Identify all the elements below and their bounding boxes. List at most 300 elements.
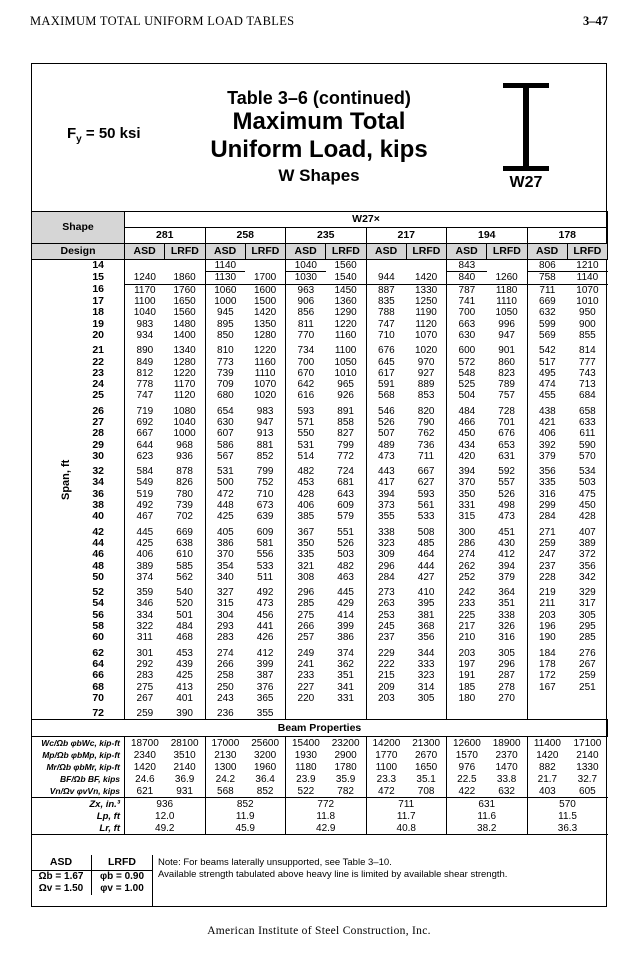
property-label: Mp/Ωb φbMp, kip-ft (32, 749, 125, 761)
table-cell: 463 (337, 571, 354, 583)
property-value: 708 (406, 785, 446, 798)
geometry-value: 11.8 (286, 810, 367, 822)
table-cell: 734 (286, 345, 326, 356)
table-cell: 410 (417, 587, 435, 599)
table-cell: 611 (579, 428, 596, 440)
table-cell: 334 (125, 610, 165, 621)
table-cell: 609 (337, 500, 354, 512)
table-cell: 533 (256, 560, 274, 572)
table-cell: 434 (447, 439, 487, 450)
table-cell: 379 (527, 451, 567, 466)
table-cell: 667 (417, 466, 435, 478)
table-cell: 1140 (205, 260, 245, 272)
table-cell: 335 (527, 477, 567, 488)
table-cell: 401 (176, 692, 193, 704)
table-cell: 331 (447, 500, 487, 511)
table-title: Maximum Total Uniform Load, kips (210, 108, 428, 163)
table-cell: 395 (417, 598, 435, 610)
table-cell: 739 (205, 368, 245, 379)
table-cell: 450 (447, 428, 487, 439)
table-cell: 413 (176, 681, 193, 693)
table-cell: 590 (579, 439, 596, 451)
group-header: W27× (125, 212, 608, 228)
table-row: 24 778 1170 709 1070 642 965 591 889 525 789 474 713 (32, 379, 608, 390)
table-cell: 653 (498, 439, 515, 451)
property-value: 25600 (251, 737, 280, 749)
table-cell: 425 (205, 511, 245, 526)
table-cell: 1010 (576, 296, 599, 308)
table-cell: 1400 (173, 329, 196, 341)
table-cell: 335 (286, 549, 326, 560)
table-cell: 333 (417, 658, 435, 670)
table-cell: 1250 (415, 296, 438, 308)
table-cell: 895 (205, 318, 245, 329)
table-cell: 364 (498, 587, 515, 599)
table-cell: 1260 (487, 272, 527, 284)
table-row: 14 1140 1040 1560 843 806 1210 (32, 260, 608, 272)
table-cell: 445 (337, 587, 354, 599)
table-cell: 700 (286, 356, 326, 367)
table-cell: 1220 (334, 318, 357, 330)
table-cell: 799 (337, 439, 354, 451)
property-value: 15400 (286, 737, 326, 750)
table-cell: 1420 (254, 307, 277, 319)
table-cell: 359 (125, 587, 165, 598)
asd-header: ASD (447, 244, 487, 260)
table-cell: 300 (447, 527, 487, 538)
property-value: 522 (286, 785, 326, 798)
property-value: 35.1 (416, 773, 436, 785)
table-cell: 286 (447, 538, 487, 549)
property-value: 1180 (286, 761, 326, 773)
table-cell: 441 (256, 621, 274, 633)
property-value: 18900 (492, 737, 521, 749)
table-cell: 814 (579, 345, 596, 357)
table-cell: 389 (125, 560, 165, 571)
table-cell: 534 (579, 466, 596, 478)
table-cell: 1240 (125, 272, 165, 284)
table-cell: 321 (286, 560, 326, 571)
weight-header: 235 (286, 228, 367, 244)
table-cell: 520 (176, 598, 193, 610)
table-cell: 810 (205, 345, 245, 356)
table-cell: 667 (125, 428, 165, 439)
table-row: 27 692 1040 630 947 571 858 526 790 466 701 421 633 (32, 417, 608, 428)
table-cell: 983 (125, 318, 165, 329)
property-value: 1100 (366, 761, 406, 773)
table-cell (567, 708, 607, 720)
table-cell: 913 (256, 428, 274, 440)
table-cell: 855 (579, 329, 596, 341)
lrfd-header: LRFD (245, 244, 285, 260)
table-cell: 351 (337, 670, 354, 682)
table-cell: 593 (286, 406, 326, 417)
asd-header: ASD (205, 244, 245, 260)
table-cell: 338 (498, 609, 515, 621)
table-cell: 489 (366, 439, 406, 450)
table-cell: 284 (366, 572, 406, 587)
table-cell: 856 (286, 307, 326, 318)
table-cell: 233 (447, 598, 487, 609)
table-row: 66 283 425 258 387 233 351 215 323 191 287 172 259 (32, 670, 608, 681)
table-cell: 570 (579, 450, 596, 462)
table-cell: 757 (498, 390, 515, 402)
table-cell: 889 (417, 379, 435, 391)
table-cell: 643 (337, 488, 354, 500)
table-cell: 658 (579, 405, 596, 417)
geometry-value: 36.3 (527, 822, 608, 835)
table-cell: 296 (286, 587, 326, 598)
table-cell: 275 (125, 681, 165, 692)
table-cell: 473 (498, 511, 515, 523)
table-cell: 778 (125, 379, 165, 390)
table-cell: 1110 (254, 367, 276, 379)
table-cell: 811 (286, 318, 326, 329)
property-row (32, 749, 608, 761)
table-cell: 1290 (334, 307, 357, 319)
table-cell: 466 (447, 417, 487, 428)
table-cell: 549 (125, 477, 165, 488)
table-cell: 283 (205, 632, 245, 647)
table-cell: 1050 (334, 356, 357, 368)
table-cell: 607 (205, 428, 245, 439)
table-cell: 585 (176, 560, 193, 572)
table-cell: 963 (286, 284, 326, 296)
table-row: 19 983 1480 895 1350 811 1220 747 1120 663 996 599 900 (32, 318, 608, 329)
table-cell: 316 (527, 489, 567, 500)
table-cell: 326 (498, 621, 515, 633)
table-cell: 190 (527, 632, 567, 647)
table-cell: 501 (176, 609, 193, 621)
table-cell: 323 (417, 670, 435, 682)
table-cell: 1100 (125, 296, 165, 307)
table-cell: 474 (527, 379, 567, 390)
table-cell: 1180 (495, 284, 518, 296)
weight-header: 178 (527, 228, 608, 244)
table-cell: 508 (417, 526, 435, 538)
table-cell: 584 (125, 466, 165, 477)
asd-header: ASD (366, 244, 406, 260)
table-row: 17 1100 1650 1000 1500 906 1360 835 1250 741 1110 669 1010 (32, 296, 608, 307)
table-cell: 484 (176, 621, 193, 633)
table-cell: 1080 (173, 405, 196, 417)
table-cell: 571 (286, 417, 326, 428)
geometry-value: 42.9 (286, 822, 367, 835)
table-cell: 684 (579, 390, 596, 402)
table-cell: 823 (498, 367, 515, 379)
table-cell: 210 (447, 632, 487, 647)
property-value: 1930 (286, 749, 326, 761)
geometry-row (32, 822, 608, 835)
lrfd-header: LRFD (487, 244, 527, 260)
table-cell: 305 (579, 609, 596, 621)
table-cell: 406 (286, 500, 326, 511)
table-cell: 934 (125, 330, 165, 345)
table-cell: 752 (256, 477, 274, 489)
table-cell: 692 (125, 417, 165, 428)
property-value: 21.7 (527, 773, 567, 785)
table-cell: 386 (337, 632, 354, 644)
table-cell: 790 (417, 417, 435, 428)
property-value: 3510 (173, 749, 196, 761)
geometry-value: 11.9 (205, 810, 286, 822)
table-cell: 373 (366, 500, 406, 511)
publisher-footer: American Institute of Steel Construction, Inc. (207, 925, 431, 937)
table-row: 28 667 1000 607 913 550 827 507 762 450 676 406 611 (32, 428, 608, 439)
table-cell: 1500 (254, 296, 277, 308)
table-cell: 257 (286, 632, 326, 647)
table-cell: 243 (205, 693, 245, 708)
table-cell: 965 (337, 379, 354, 391)
table-cell: 237 (527, 560, 567, 571)
weight-header: 217 (366, 228, 447, 244)
table-row: 42 445 669 405 609 367 551 338 508 300 451 271 407 (32, 527, 608, 538)
table-cell: 374 (125, 572, 165, 587)
property-value: 632 (487, 785, 527, 798)
table-cell (527, 708, 567, 720)
table-cell: 191 (447, 670, 487, 681)
table-cell: 427 (417, 571, 435, 583)
table-cell: 1480 (173, 318, 196, 330)
property-value: 422 (447, 785, 487, 798)
table-cell: 644 (125, 439, 165, 450)
table-cell: 350 (286, 538, 326, 549)
table-cell: 1160 (334, 329, 357, 341)
table-cell: 1070 (254, 379, 277, 391)
property-value: 35.9 (335, 773, 356, 785)
table-cell: 843 (447, 260, 487, 272)
table-cell: 1650 (173, 296, 196, 308)
property-label: Vn/Ωv φvVn, kips (32, 785, 125, 798)
table-cell: 926 (337, 390, 354, 402)
table-cell: 284 (527, 511, 567, 526)
table-cell: 996 (498, 318, 515, 330)
table-cell: 495 (527, 368, 567, 379)
property-value: 2140 (576, 749, 599, 761)
table-cell: 593 (417, 488, 435, 500)
table-cell: 1330 (415, 284, 438, 296)
property-value: 32.7 (577, 773, 598, 785)
property-value: 1300 (205, 761, 245, 773)
table-cell: 266 (205, 659, 245, 670)
table-cell: 346 (125, 598, 165, 609)
property-value: 976 (447, 761, 487, 773)
table-cell: 503 (337, 549, 354, 561)
table-cell: 485 (417, 537, 435, 549)
table-cell: 219 (527, 587, 567, 598)
table-cell: 394 (498, 560, 515, 572)
table-row: 72 259 390 236 355 (32, 708, 608, 720)
table-cell: 386 (205, 538, 245, 549)
property-value: 1420 (125, 761, 165, 773)
table-cell: 906 (286, 296, 326, 307)
table-row: 18 1040 1560 945 1420 856 1290 788 1190 700 1050 632 950 (32, 307, 608, 318)
table-cell: 445 (125, 527, 165, 538)
property-value: 1330 (576, 761, 599, 773)
table-cell: 519 (125, 489, 165, 500)
table-cell: 1000 (205, 296, 245, 307)
table-cell: 702 (176, 511, 193, 523)
table-cell: 1070 (576, 284, 599, 296)
table-cell: 443 (366, 466, 406, 477)
property-value: 882 (527, 761, 567, 773)
geometry-value: 45.9 (205, 822, 286, 835)
geometry-value: 11.5 (527, 810, 608, 822)
table-cell: 591 (366, 379, 406, 390)
table-cell: 1220 (173, 367, 196, 379)
table-row: 68 275 413 250 376 227 341 209 314 185 278 167 251 (32, 681, 608, 692)
property-value: 1470 (495, 761, 518, 773)
table-cell: 633 (579, 417, 596, 428)
table-cell (245, 260, 285, 272)
table-row: 20 934 1400 850 1280 770 1160 710 1070 630 947 569 855 (32, 330, 608, 345)
table-cell: 511 (257, 571, 274, 583)
table-row: 15 1240 1860 1130 1700 1030 1540 944 1420 840 1260 758 1140 (32, 272, 608, 284)
table-cell: 262 (447, 560, 487, 571)
table-cell: 827 (337, 428, 354, 440)
property-value: 23.9 (286, 773, 326, 785)
table-cell: 305 (417, 692, 435, 704)
table-cell: 167 (527, 681, 567, 692)
table-cell: 525 (447, 379, 487, 390)
table-cell (406, 260, 446, 272)
property-value: 782 (326, 785, 366, 798)
table-cell: 367 (286, 527, 326, 538)
table-cell: 203 (447, 648, 487, 659)
table-cell: 287 (498, 670, 515, 682)
table-row: 44 425 638 386 581 350 526 323 485 286 430 259 389 (32, 538, 608, 549)
table-cell: 799 (256, 466, 274, 478)
table-cell: 789 (498, 379, 515, 391)
property-label: Wc/Ωb φbWc, kip-ft (32, 737, 125, 750)
table-cell: 1120 (173, 390, 196, 402)
table-cell: 253 (366, 610, 406, 621)
table-cell: 412 (256, 647, 274, 659)
table-cell: 826 (176, 477, 193, 489)
property-value: 24.2 (205, 773, 245, 785)
table-cell: 1420 (406, 272, 446, 284)
table-cell: 758 (527, 272, 567, 284)
table-cell: 237 (366, 632, 406, 647)
table-cell: 236 (205, 708, 245, 720)
table-cell: 711 (418, 450, 435, 462)
table-cell: 381 (417, 609, 435, 621)
table-cell: 368 (417, 621, 435, 633)
table-cell: 428 (579, 511, 596, 523)
property-value: 852 (245, 785, 285, 798)
property-value: 23200 (331, 737, 360, 749)
table-cell: 473 (256, 598, 274, 610)
property-row (32, 773, 608, 785)
table-cell: 251 (579, 681, 596, 693)
table-cell: 711 (527, 284, 567, 296)
table-cell: 743 (579, 367, 596, 379)
property-value: 18700 (125, 737, 165, 750)
table-row: 62 301 453 274 412 249 374 229 344 203 305 184 276 (32, 648, 608, 659)
table-row: 36 519 780 472 710 428 643 394 593 350 526 316 475 (32, 489, 608, 500)
table-cell: 890 (125, 345, 165, 356)
table-row: 50 374 562 340 511 308 463 284 427 252 379 228 342 (32, 572, 608, 587)
table-cell: 1540 (326, 272, 366, 284)
table-cell: 274 (205, 648, 245, 659)
table-cell: 292 (125, 659, 165, 670)
table-cell: 1040 (125, 307, 165, 318)
table-cell: 276 (579, 647, 596, 659)
table-cell: 631 (498, 450, 515, 462)
table-row: 30 623 936 567 852 514 772 473 711 420 631 379 570 (32, 451, 608, 466)
table-cell: 275 (286, 610, 326, 621)
table-row: 21 890 1340 810 1220 734 1100 676 1020 600 901 542 814 (32, 345, 608, 356)
property-value: 17100 (573, 737, 602, 749)
table-cell: 630 (205, 417, 245, 428)
table-row: 64 292 439 266 399 241 362 222 333 197 296 178 267 (32, 659, 608, 670)
geometry-value: 11.6 (447, 810, 528, 822)
table-cell (366, 708, 406, 720)
table-subtitle: W Shapes (278, 166, 360, 185)
table-cell: 350 (447, 489, 487, 500)
table-cell: 430 (498, 537, 515, 549)
geometry-row (32, 798, 608, 811)
property-value: 21300 (412, 737, 441, 749)
table-cell: 365 (256, 692, 274, 704)
table-row: 25 747 1120 680 1020 616 926 568 853 504 757 455 684 (32, 390, 608, 405)
geometry-value: 38.2 (447, 822, 528, 835)
table-cell: 713 (579, 379, 596, 391)
table-cell: 788 (366, 307, 406, 318)
table-cell: 1030 (286, 272, 326, 284)
table-cell: 295 (579, 621, 596, 633)
weight-header: 281 (125, 228, 206, 244)
table-cell (487, 260, 527, 272)
property-value: 23.3 (366, 773, 406, 785)
table-cell: 858 (337, 417, 354, 428)
table-cell: 438 (527, 406, 567, 417)
table-cell: 392 (527, 439, 567, 450)
table-cell: 421 (527, 417, 567, 428)
table-cell: 780 (176, 488, 193, 500)
table-cell: 533 (417, 511, 435, 523)
table-cell: 592 (498, 466, 515, 478)
table-cell: 944 (366, 272, 406, 284)
table-cell: 227 (286, 681, 326, 692)
table-cell: 215 (366, 670, 406, 681)
table-cell: 293 (205, 621, 245, 632)
table-cell: 225 (447, 610, 487, 621)
weight-header: 258 (205, 228, 286, 244)
table-cell: 285 (286, 598, 326, 609)
table-cell: 266 (286, 621, 326, 632)
table-cell: 1350 (254, 318, 277, 330)
table-cell: 610 (176, 549, 193, 561)
table-cell: 609 (256, 526, 274, 538)
table-cell (406, 708, 446, 720)
table-cell: 428 (286, 489, 326, 500)
page-number: 3–47 (583, 14, 608, 28)
table-cell: 482 (337, 560, 354, 572)
table-cell: 197 (447, 659, 487, 670)
table-cell: 770 (286, 330, 326, 345)
table-cell: 1160 (254, 356, 276, 368)
table-cell: 233 (286, 670, 326, 681)
table-cell: 1170 (173, 379, 196, 391)
table-cell: 531 (286, 439, 326, 450)
table-row: 34 549 826 500 752 453 681 417 627 370 557 335 503 (32, 477, 608, 488)
property-value: 11400 (527, 737, 567, 750)
table-cell: 710 (256, 488, 274, 500)
table-cell: 1340 (173, 345, 196, 357)
table-cell: 355 (366, 511, 406, 526)
table-cell: 550 (286, 428, 326, 439)
